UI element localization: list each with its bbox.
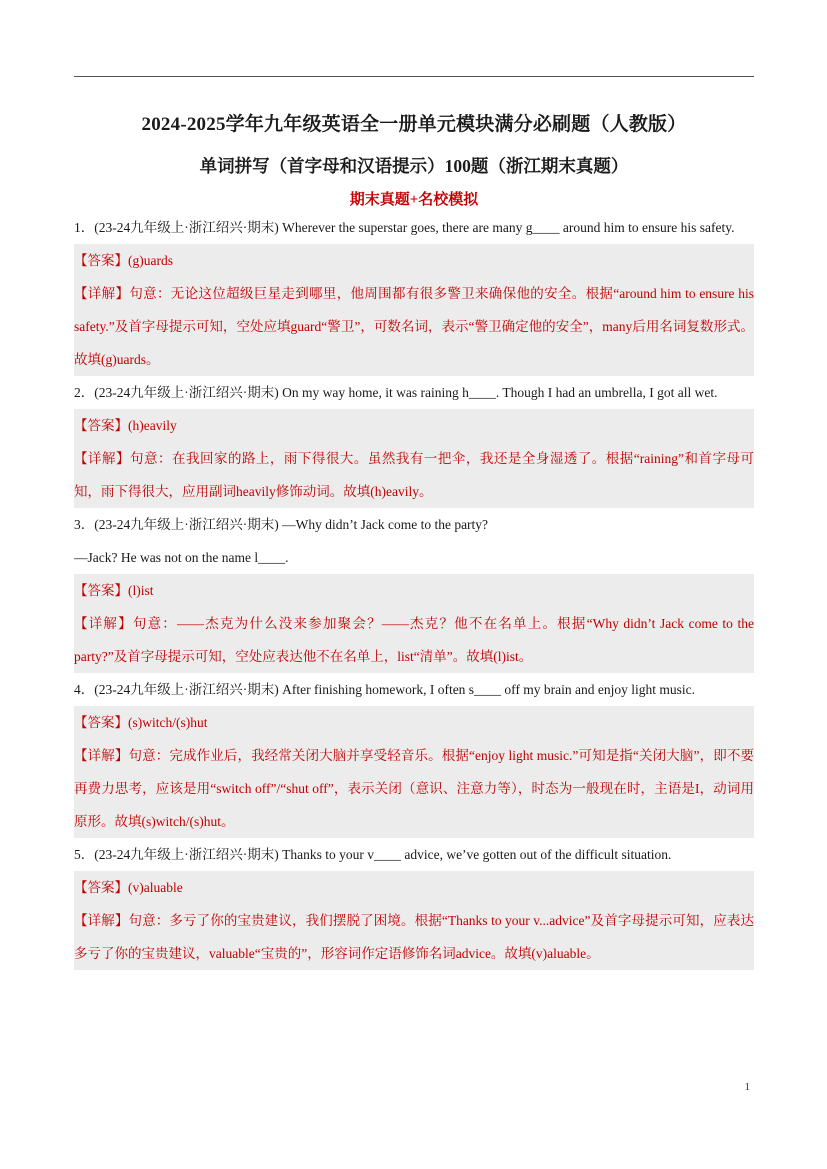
answer-block-1 — [74, 244, 754, 376]
answer-line-4 — [74, 706, 754, 739]
answer-value-4: (s)witch/(s)hut — [128, 715, 208, 730]
answer-value-5: (v)aluable — [128, 880, 183, 895]
explain-line-4 — [74, 739, 754, 838]
page-number: 1 — [744, 1081, 750, 1093]
explain-text-2: 句意：在我回家的路上，雨下得很大。虽然我有一把伞，我还是全身湿透了。根据“raining”和首字母可知，雨下得很大，应用副词heavily修饰动词。故填(h)eavily。 — [74, 451, 754, 499]
answer-label: 【答案】 — [74, 583, 128, 598]
answer-label: 【答案】 — [74, 715, 128, 730]
question-1: 1．(23-24九年级上·浙江绍兴·期末) Wherever the superstar goes, there are many g____ around him to ensure his safety. — [74, 220, 735, 235]
answer-block-2 — [74, 409, 754, 508]
explain-label: 【详解】 — [74, 748, 129, 763]
answer-value-1: (g)uards — [128, 253, 173, 268]
explain-label: 【详解】 — [74, 451, 130, 466]
header-rule — [74, 76, 754, 77]
question-5: 5．(23-24九年级上·浙江绍兴·期末) Thanks to your v____ advice, we’ve gotten out of the difficult situation. — [74, 847, 672, 862]
document-title: 2024-2025学年九年级英语全一册单元模块满分必刷题（人教版） — [141, 114, 687, 135]
explain-line-3 — [74, 607, 754, 673]
answer-block-5 — [74, 871, 754, 970]
question-3-reply: —Jack? He was not on the name l____. — [74, 550, 289, 565]
explain-label: 【详解】 — [74, 286, 130, 301]
document-subtitle: 单词拼写（首字母和汉语提示）100题（浙江期末真题） — [199, 156, 629, 176]
answer-label: 【答案】 — [74, 880, 128, 895]
explain-text-3: 句意：——杰克为什么没来参加聚会？——杰克？他不在名单上。根据“Why didn’t Jack come to the party?”及首字母提示可知，空处应表达他不在名单上，list“清单”。故填(l)ist。 — [74, 616, 755, 664]
explain-line-1 — [74, 277, 754, 376]
question-4: 4．(23-24九年级上·浙江绍兴·期末) After finishing homework, I often s____ off my brain and enjoy light music. — [74, 682, 696, 697]
answer-block-4 — [74, 706, 754, 838]
question-list — [74, 211, 754, 970]
explain-label: 【详解】 — [74, 913, 129, 928]
answer-block-3 — [74, 574, 754, 673]
answer-line-2 — [74, 409, 754, 442]
explain-line-2 — [74, 442, 754, 508]
answer-line-5 — [74, 871, 754, 904]
answer-label: 【答案】 — [74, 418, 128, 433]
explain-text-4: 句意：完成作业后，我经常关闭大脑并享受轻音乐。根据“enjoy light music.”可知是指“关闭大脑”，即不要再费力思考，应该是用“switch off”/“shut off”，表示关闭（意识、注意力等），时态为一般现在时，主语是I，动词用原形。故填(s)witch/(s)hut。 — [74, 748, 754, 829]
question-3: 3．(23-24九年级上·浙江绍兴·期末) —Why didn’t Jack come to the party? — [74, 517, 489, 532]
answer-value-2: (h)eavily — [128, 418, 177, 433]
explain-label: 【详解】 — [74, 616, 133, 631]
explain-text-1: 句意：无论这位超级巨星走到哪里，他周围都有很多警卫来确保他的安全。根据“around him to ensure his safety.”及首字母提示可知，空处应填guard“警卫”，可数名词，表示“警卫确定他的安全”，many后用名词复数形式。故填(g)uards。 — [74, 286, 755, 367]
question-2: 2．(23-24九年级上·浙江绍兴·期末) On my way home, it was raining h____. Though I had an umbrella, I got all wet. — [74, 385, 718, 400]
answer-line-3 — [74, 574, 754, 607]
section-heading: 期末真题+名校模拟 — [349, 192, 479, 208]
explain-line-5 — [74, 904, 754, 970]
explain-text-5: 句意：多亏了你的宝贵建议，我们摆脱了困境。根据“Thanks to your v...advice”及首字母提示可知，应表达多亏了你的宝贵建议，valuable“宝贵的”，形容词作定语修饰名词advice。故填(v)aluable。 — [74, 913, 755, 961]
answer-label: 【答案】 — [74, 253, 128, 268]
answer-value-3: (l)ist — [128, 583, 154, 598]
answer-line-1 — [74, 244, 754, 277]
